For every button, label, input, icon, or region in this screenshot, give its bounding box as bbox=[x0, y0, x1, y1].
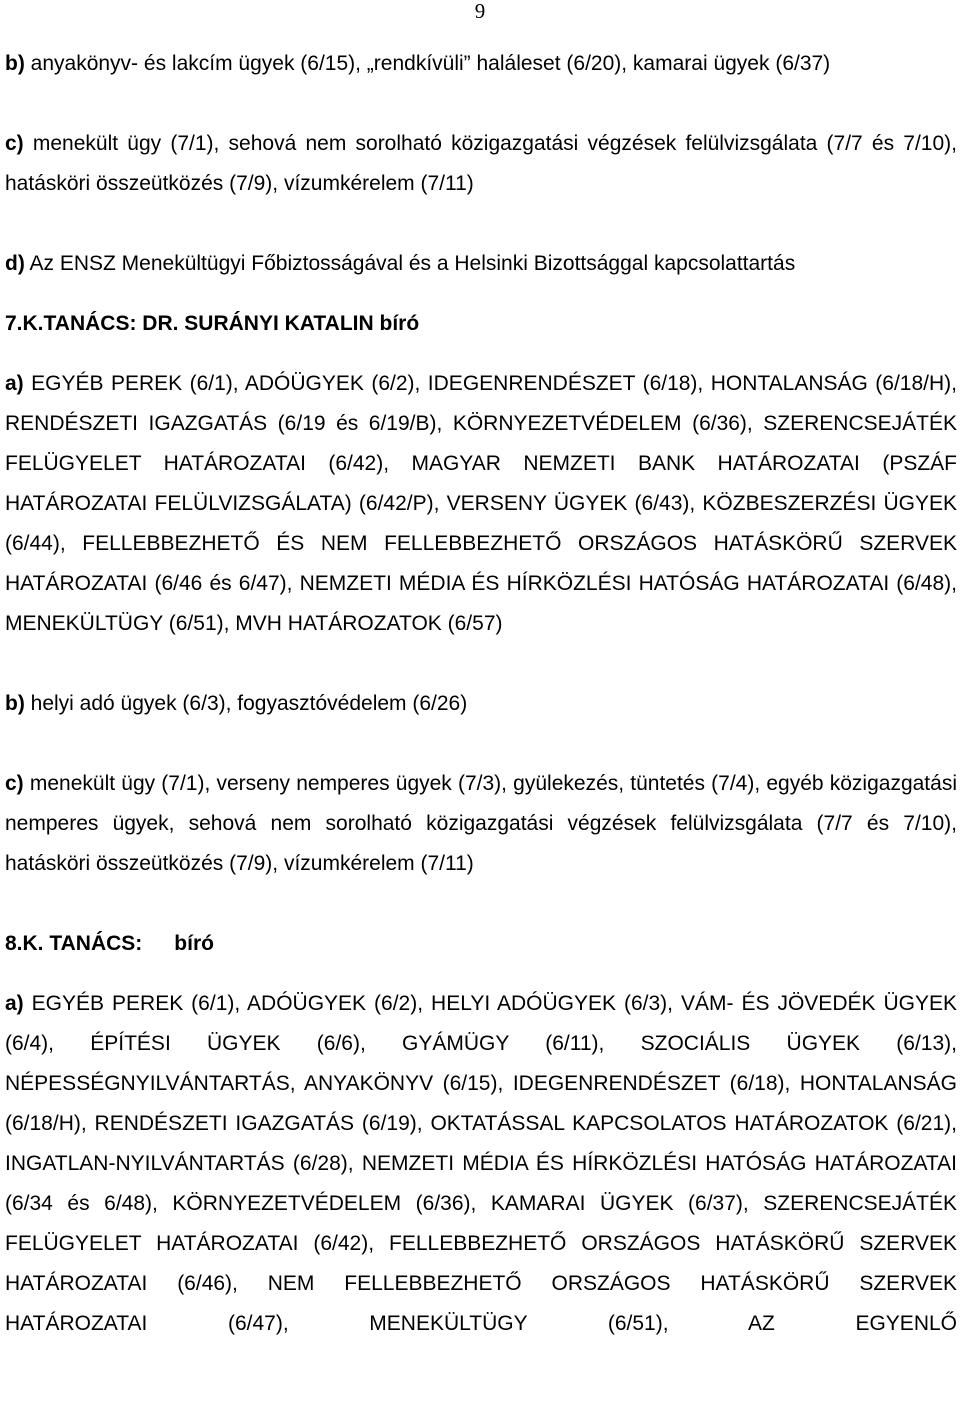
council-7-heading bbox=[5, 304, 957, 344]
document-body bbox=[5, 44, 957, 1344]
item-d-prev bbox=[5, 244, 957, 284]
item-text: helyi adó ügyek (6/3), fogyasztóvédelem (6/26) bbox=[24, 692, 468, 715]
council-8-heading bbox=[5, 924, 957, 964]
item-b-prev bbox=[5, 44, 957, 84]
council-heading-text: 7.K.TANÁCS: DR. SURÁNYI KATALIN bíró bbox=[5, 312, 420, 335]
council-heading-text: 8.K. TANÁCS: bbox=[5, 932, 143, 955]
council-7-item-b bbox=[5, 684, 957, 724]
item-text: EGYÉB PEREK (6/1), ADÓÜGYEK (6/2), IDEGENRENDÉSZET (6/18), HONTALANSÁG (6/18/H), RENDÉSZETI IGAZGATÁS (6/19 és 6/19/B), KÖRNYEZETVÉDELEM (6/36), SZERENCSEJÁTÉK FELÜGYELET HATÁROZATAI (6/42), MAGYAR NEMZETI BANK HATÁROZATAI (PSZÁF HATÁROZATAI FELÜLVIZSGÁLATA) (6/42/P), VERSENY ÜGYEK (6/43), KÖZBESZERZÉSI ÜGYEK (6/44), FELLEBBEZHETŐ ÉS NEM FELLEBBEZHETŐ ORSZÁGOS HATÁSKÖRŰ SZERVEK HATÁROZATAI (6/46 és 6/47), NEMZETI MÉDIA ÉS HÍRKÖZLÉSI HATÓSÁG HATÁROZATAI (6/48), MENEKÜLTÜGY (6/51), MVH HATÁROZATOK (6/57) bbox=[5, 372, 957, 635]
council-7-item-a bbox=[5, 364, 957, 644]
page-number: 9 bbox=[474, 0, 486, 23]
council-8-item-a bbox=[5, 984, 957, 1344]
item-label: a) bbox=[5, 372, 24, 395]
council-7-item-c bbox=[5, 764, 957, 884]
item-label: b) bbox=[5, 692, 25, 715]
item-text: menekült ügy (7/1), sehová nem sorolható közigazgatási végzések felülvizsgálata (7/7 és 7/10), hatásköri összeütközés (7/9), vízumkérelem (7/11) bbox=[5, 132, 957, 195]
item-text: menekült ügy (7/1), verseny nemperes ügyek (7/3), gyülekezés, tüntetés (7/4), egyéb közigazgatási nemperes ügyek, sehová nem sorolható közigazgatási végzések felülvizsgálata (7/7 és 7/10), hatásköri összeütközés (7/9), vízumkérelem (7/11) bbox=[5, 772, 957, 875]
item-label: d) bbox=[5, 252, 25, 275]
item-label: c) bbox=[5, 772, 24, 795]
item-label: a) bbox=[5, 992, 24, 1015]
council-heading-judge: bíró bbox=[174, 932, 214, 955]
item-text: anyakönyv- és lakcím ügyek (6/15), „rendkívüli” haláleset (6/20), kamarai ügyek (6/37) bbox=[24, 52, 831, 75]
item-label: c) bbox=[5, 132, 24, 155]
item-c-prev bbox=[5, 124, 957, 204]
item-text: Az ENSZ Menekültügyi Főbiztosságával és a Helsinki Bizottsággal kapcsolattartás bbox=[24, 252, 796, 275]
item-text: EGYÉB PEREK (6/1), ADÓÜGYEK (6/2), HELYI ADÓÜGYEK (6/3), VÁM- ÉS JÖVEDÉK ÜGYEK (6/4), ÉPÍTÉSI ÜGYEK (6/6), GYÁMÜGY (6/11), SZOCIÁLIS ÜGYEK (6/13), NÉPESSÉGNYILVÁNTARTÁS, ANYAKÖNYV (6/15), IDEGENRENDÉSZET (6/18), HONTALANSÁG (6/18/H), RENDÉSZETI IGAZGATÁS (6/19), OKTATÁSSAL KAPCSOLATOS HATÁROZATOK (6/21), INGATLAN-NYILVÁNTARTÁS (6/28), NEMZETI MÉDIA ÉS HÍRKÖZLÉSI HATÓSÁG HATÁROZATAI (6/34 és 6/48), KÖRNYEZETVÉDELEM (6/36), KAMARAI ÜGYEK (6/37), SZERENCSEJÁTÉK FELÜGYELET HATÁROZATAI (6/42), FELLEBBEZHETŐ ORSZÁGOS HATÁSKÖRŰ SZERVEK HATÁROZATAI (6/46), NEM FELLEBBEZHETŐ ORSZÁGOS HATÁSKÖRŰ SZERVEK HATÁROZATAI (6/47), MENEKÜLTÜGY (6/51), AZ EGYENLŐ bbox=[5, 992, 957, 1335]
item-label: b) bbox=[5, 52, 25, 75]
